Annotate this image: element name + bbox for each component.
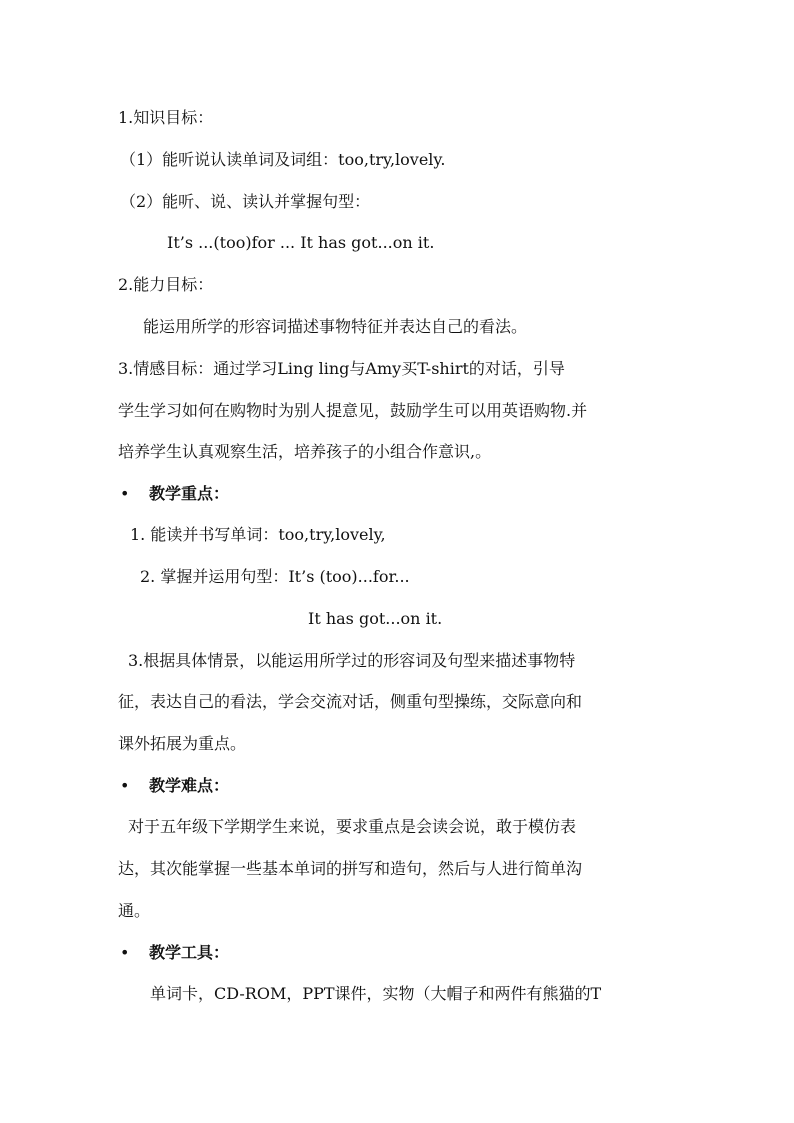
difficulty-line-3: 通。 [118, 901, 151, 920]
key-item-1: 1. 能读并书写单词：too,try,lovely, [130, 525, 386, 544]
emotion-objective-line-1: 3.情感目标：通过学习Ling ling与Amy买T-shirt的对话，引导 [118, 359, 565, 378]
tools-line-1: 单词卡，CD-ROM，PPT课件，实物（大帽子和两件有熊猫的T [150, 984, 602, 1003]
sentence-pattern-line: It’s ...(too)for ... It has got...on it. [167, 233, 435, 252]
key-item-2-pattern: It has got...on it. [308, 609, 443, 628]
knowledge-objective-heading: 1.知识目标： [118, 108, 214, 127]
teaching-tools-heading: 教学工具： [149, 943, 230, 962]
teaching-difficulty-heading: 教学难点： [149, 776, 230, 795]
ability-objective-text: 能运用所学的形容词描述事物特征并表达自己的看法。 [143, 317, 528, 336]
difficulty-line-2: 达，其次能掌握一些基本单词的拼写和造句，然后与人进行简单沟 [118, 859, 583, 878]
emotion-objective-line-2: 学生学习如何在购物时为别人提意见，鼓励学生可以用英语购物.并 [118, 401, 588, 420]
key-item-3-line-1: 3.根据具体情景，以能运用所学过的形容词及句型来描述事物特 [128, 651, 576, 670]
bullet-icon: • [120, 484, 130, 503]
emotion-objective-line-3: 培养学生认真观察生活，培养孩子的小组合作意识,。 [118, 442, 492, 461]
key-item-3-line-2: 征，表达自己的看法，学会交流对话，侧重句型操练，交际意向和 [118, 692, 583, 711]
difficulty-line-1: 对于五年级下学期学生来说，要求重点是会读会说，敢于模仿表 [128, 817, 577, 836]
bullet-icon: • [120, 943, 130, 962]
objective-item-2: （2）能听、说、读认并掌握句型： [120, 192, 371, 211]
ability-objective-heading: 2.能力目标： [118, 275, 214, 294]
objective-item-1: （1）能听说认读单词及词组：too,try,lovely. [120, 150, 446, 169]
bullet-icon: • [120, 776, 130, 795]
key-item-2: 2. 掌握并运用句型：It’s (too)...for... [140, 567, 410, 586]
key-item-3-line-3: 课外拓展为重点。 [118, 734, 247, 753]
teaching-key-heading: 教学重点： [149, 484, 230, 503]
